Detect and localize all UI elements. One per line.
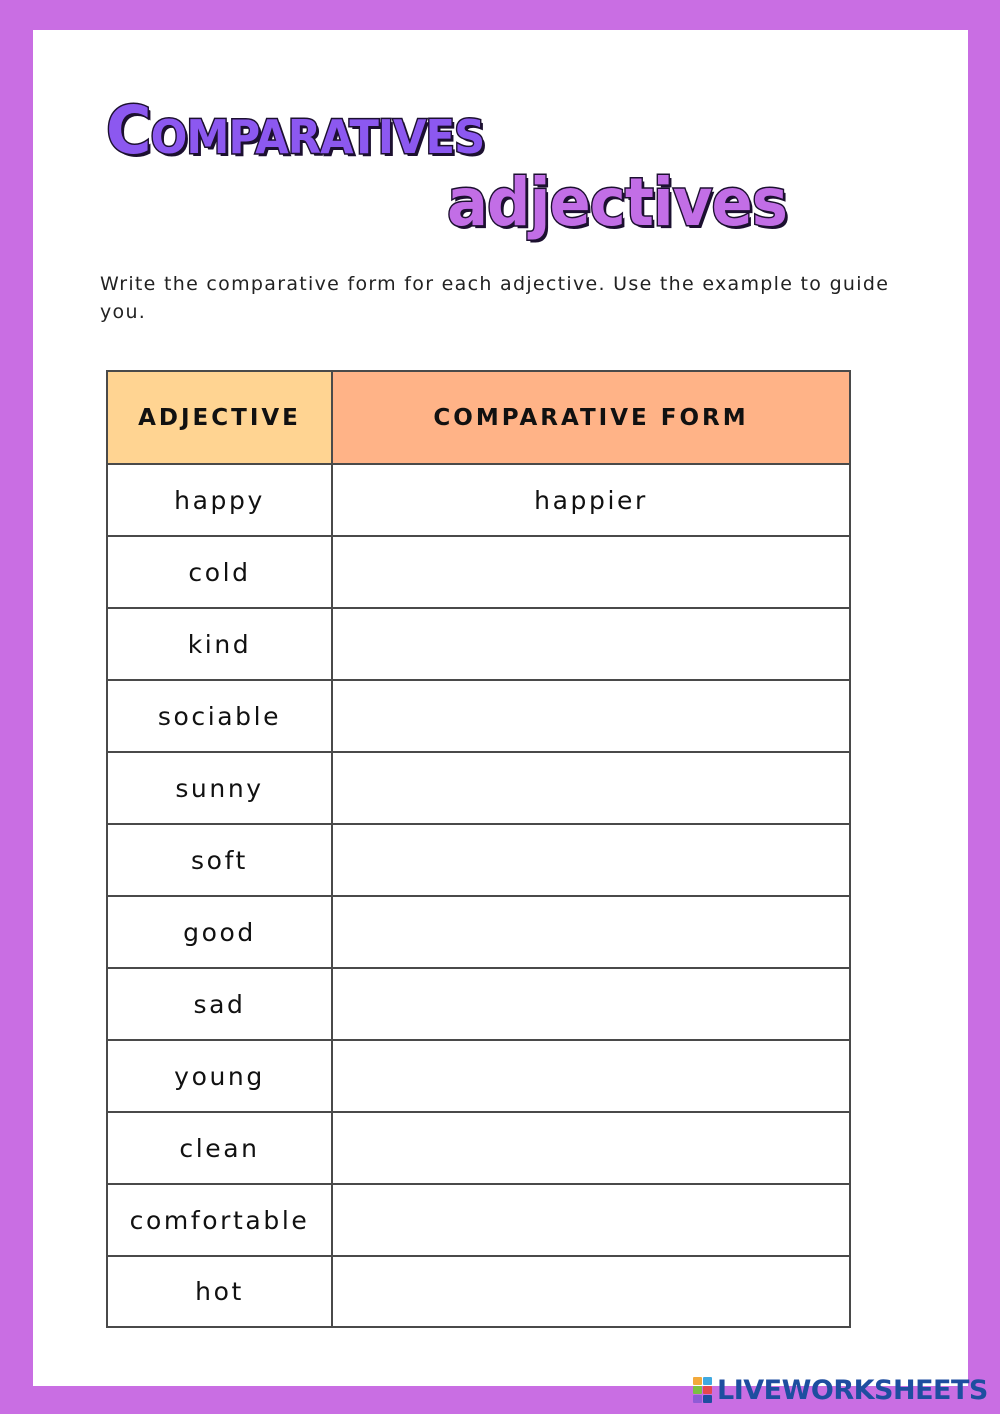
table-row	[108, 1111, 849, 1183]
adjective-cell: soft	[108, 825, 333, 895]
table-header-row	[108, 372, 849, 463]
adjective-cell: comfortable	[108, 1185, 333, 1255]
comparative-answer-cell[interactable]	[333, 609, 849, 679]
comparative-answer-cell[interactable]	[333, 825, 849, 895]
adjective-cell: good	[108, 897, 333, 967]
title-line-1: Comparatives	[106, 92, 485, 169]
adjective-cell: hot	[108, 1257, 333, 1326]
adjective-cell: happy	[108, 465, 333, 535]
table-row	[108, 1183, 849, 1255]
comparatives-table	[106, 370, 851, 1328]
comparative-answer-cell[interactable]	[333, 681, 849, 751]
adjective-cell: cold	[108, 537, 333, 607]
comparative-answer-cell[interactable]	[333, 1185, 849, 1255]
liveworksheets-icon	[693, 1377, 713, 1403]
table-row	[108, 1255, 849, 1326]
adjective-cell: sociable	[108, 681, 333, 751]
adjective-cell: clean	[108, 1113, 333, 1183]
comparative-answer-cell[interactable]: happier	[534, 485, 648, 515]
liveworksheets-logo[interactable]	[693, 1374, 988, 1406]
table-row	[108, 823, 849, 895]
table-row	[108, 751, 849, 823]
comparative-answer-cell[interactable]	[333, 1041, 849, 1111]
table-row	[108, 607, 849, 679]
comparative-answer-cell[interactable]	[333, 1113, 849, 1183]
instructions-text: Write the comparative form for each adjective. Use the example to guide you.	[100, 273, 890, 323]
adjective-cell: young	[108, 1041, 333, 1111]
table-row	[108, 463, 849, 535]
table-row	[108, 1039, 849, 1111]
comparative-answer-cell[interactable]	[333, 1257, 849, 1326]
table-row	[108, 895, 849, 967]
header-comparative-form: COMPARATIVE FORM	[333, 372, 849, 463]
adjective-cell: kind	[108, 609, 333, 679]
comparative-answer-cell[interactable]	[333, 969, 849, 1039]
adjective-cell: sad	[108, 969, 333, 1039]
logo-text: LIVEWORKSHEETS	[717, 1374, 988, 1406]
table-row	[108, 967, 849, 1039]
header-adjective: ADJECTIVE	[108, 372, 333, 463]
comparative-answer-cell[interactable]	[333, 537, 849, 607]
comparative-answer-cell[interactable]	[333, 753, 849, 823]
comparative-answer-cell[interactable]	[333, 897, 849, 967]
title-line-2: adjectives	[447, 164, 787, 241]
table-row	[108, 535, 849, 607]
adjective-cell: sunny	[108, 753, 333, 823]
table-row	[108, 679, 849, 751]
